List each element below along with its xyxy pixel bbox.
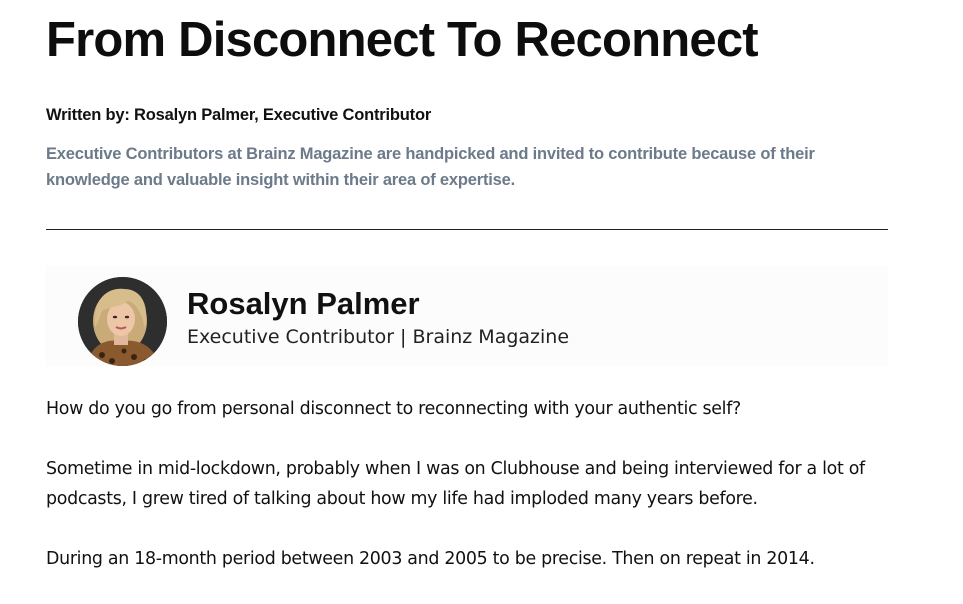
article-body (46, 394, 906, 604)
article-byline: Written by: Rosalyn Palmer, Executive Contributor (46, 106, 432, 124)
contributor-disclaimer: Executive Contributors at Brainz Magazine are handpicked and invited to contribute because of their knowledge and valuable insight within their area of expertise. (46, 145, 815, 189)
paragraph: During an 18-month period between 2003 and 2005 to be precise. Then on repeat in 2014. (46, 549, 815, 569)
author-avatar (78, 277, 167, 366)
paragraph: How do you go from personal disconnect to reconnecting with your authentic self? (46, 399, 741, 419)
author-role: Executive Contributor | Brainz Magazine (187, 326, 570, 348)
author-photo-icon (78, 277, 167, 366)
article-title: From Disconnect To Reconnect (46, 13, 758, 67)
author-card (46, 266, 888, 366)
author-name: Rosalyn Palmer (187, 286, 420, 321)
paragraph: Sometime in mid-lockdown, probably when I was on Clubhouse and being interviewed for a lot of podcasts, I grew tired of talking about how my life had imploded many years before. (46, 459, 865, 509)
section-divider (46, 229, 888, 230)
